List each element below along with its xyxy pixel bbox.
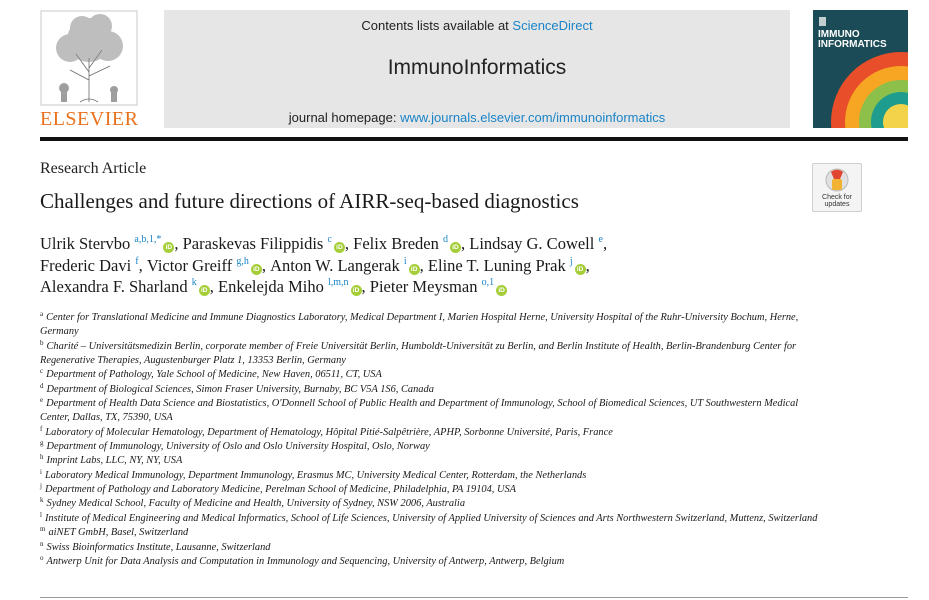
affiliation-item	[40, 397, 820, 426]
affiliation-key: h	[40, 453, 44, 462]
author-name[interactable]: Eline T. Luning Prak	[427, 255, 566, 275]
affiliation-text: Department of Pathology and Laboratory Medicine, Perelman School of Medicine, Philadelphia, PA 19104, USA	[44, 484, 517, 496]
affiliation-key: o	[40, 553, 44, 562]
crossmark-label-line2: updates	[824, 201, 850, 208]
orcid-icon[interactable]: iD	[199, 285, 210, 296]
author-name[interactable]: Enkelejda Miho	[217, 277, 324, 296]
affiliation-key: c	[40, 367, 44, 376]
orcid-icon[interactable]: iD	[575, 264, 586, 275]
affiliation-key: g	[40, 439, 44, 448]
author-affiliation-ref[interactable]: i	[403, 255, 407, 267]
author[interactable]	[469, 234, 607, 253]
affiliation-text: Department of Biological Sciences, Simon Fraser University, Burnaby, BC V5A 1S6, Canada	[46, 383, 434, 395]
author-separator: ,	[209, 277, 218, 296]
author-separator: ,	[419, 255, 428, 275]
author-affiliation-ref[interactable]: k	[191, 277, 197, 288]
affiliation-text: Swiss Bioinformatics Institute, Lausanne, Switzerland	[46, 541, 271, 553]
sciencedirect-link[interactable]: ScienceDirect	[512, 18, 593, 33]
affiliation-key: f	[40, 424, 43, 433]
author-separator: ,	[344, 234, 354, 253]
author-affiliation-ref[interactable]: g,h	[236, 255, 249, 267]
orcid-icon[interactable]: iD	[450, 242, 461, 253]
cover-art-graphic	[813, 10, 908, 128]
contents-prefix: Contents lists available at	[361, 18, 513, 33]
author-name[interactable]: Victor Greiff	[146, 255, 233, 275]
affiliation-item	[40, 555, 820, 569]
author-separator: ,	[585, 255, 590, 275]
affiliation-key: a	[40, 310, 44, 318]
author-affiliation-ref[interactable]: a,b,1,*	[134, 234, 162, 245]
affiliation-item	[40, 541, 820, 555]
author[interactable]	[147, 256, 270, 275]
affiliation-item	[40, 483, 820, 497]
crossmark-icon	[813, 166, 861, 196]
affiliation-text: Sydney Medical School, Faculty of Medicine and Health, University of Sydney, NSW 2006, Australia	[46, 498, 466, 510]
crossmark-label-line1: Check for	[822, 194, 852, 201]
journal-homepage-link[interactable]: www.journals.elsevier.com/immunoinformatics	[400, 110, 666, 125]
author-separator: ,	[174, 234, 183, 253]
affiliation-item	[40, 512, 820, 526]
affiliation-key: n	[40, 539, 44, 548]
affiliation-text: Antwerp Unit for Data Analysis and Computation in Immunology and Sequencing, University of Antwerp, Antwerp, Belgium	[46, 555, 565, 567]
elsevier-tree-logo[interactable]	[40, 10, 138, 128]
journal-name: ImmunoInformatics	[387, 56, 567, 79]
author-affiliation-ref[interactable]: o,1	[481, 277, 495, 288]
affiliation-key: l	[40, 510, 42, 519]
affiliation-text: Center for Translational Medicine and Immune Diagnostics Laboratory, Medical Department I, Marien Hospital Herne, University Hospital of the Ruhr-University Bochum, Herne, Germany	[40, 312, 799, 338]
orcid-icon[interactable]: iD	[334, 242, 345, 253]
affiliation-item	[40, 497, 820, 511]
affiliation-key: d	[40, 381, 44, 390]
author-name[interactable]: Pieter Meysman	[369, 277, 478, 296]
journal-header	[40, 10, 908, 130]
author-name[interactable]: Paraskevas Filippidis	[182, 234, 324, 253]
orcid-icon[interactable]: iD	[251, 264, 262, 275]
affiliation-text: Department of Health Data Science and Biostatistics, O'Donnell School of Public Health and Department of Immunology, School of Biomedical Sciences, UT Southwestern Medical Center, Dallas, TX, 75390, USA	[40, 398, 799, 424]
cover-title-line1: IMMUNO	[818, 29, 860, 40]
affiliation-item	[40, 526, 820, 540]
affiliation-item	[40, 311, 820, 340]
author-separator: ,	[261, 255, 271, 275]
orcid-icon[interactable]: iD	[163, 242, 174, 253]
author-name[interactable]: Alexandra F. Sharland	[40, 277, 188, 296]
journal-cover-thumbnail[interactable]	[813, 10, 908, 128]
author-separator: ,	[602, 234, 608, 253]
author[interactable]	[40, 277, 218, 296]
author-name[interactable]: Felix Breden	[353, 234, 439, 253]
author[interactable]	[428, 256, 590, 275]
author-affiliation-ref[interactable]: l,m,n	[327, 277, 349, 288]
affiliation-item	[40, 383, 820, 397]
homepage-prefix: journal homepage:	[288, 110, 401, 125]
author[interactable]	[270, 256, 428, 275]
section-divider	[40, 597, 908, 598]
affiliation-item	[40, 440, 820, 454]
author-name[interactable]: Lindsay G. Cowell	[469, 234, 595, 253]
affiliation-text: Laboratory of Molecular Hematology, Department of Hematology, Hôpital Pitié-Salpêtrière, APHP, Sorbonne Université, Paris, France	[45, 426, 613, 438]
author-affiliation-ref[interactable]: j	[569, 255, 573, 267]
affiliation-text: Department of Immunology, University of Oslo and Oslo University Hospital, Oslo, Norway	[46, 441, 430, 453]
crossmark-label	[813, 194, 861, 208]
journal-banner	[164, 10, 790, 128]
author-name[interactable]: Frederic Davi	[40, 255, 132, 275]
affiliation-item	[40, 469, 820, 483]
cover-title	[818, 30, 887, 50]
author[interactable]	[40, 234, 183, 253]
author-name[interactable]: Anton W. Langerak	[270, 255, 400, 275]
author[interactable]	[183, 234, 354, 253]
affiliation-key: i	[40, 467, 42, 476]
affiliation-key: j	[40, 482, 42, 491]
affiliation-item	[40, 368, 820, 382]
author[interactable]	[218, 277, 370, 296]
affiliation-item	[40, 426, 820, 440]
affiliation-text: Charité – Universitätsmedizin Berlin, corporate member of Freie Universität Berlin, Humboldt-Universität zu Berlin, and Berlin Institute of Health, Berlin-Brandenburg Center for Regenerative Therapies, Augustenburger Platz 1, 13353 Berlin, Germany	[40, 340, 797, 367]
affiliation-text: Institute of Medical Engineering and Medical Informatics, School of Life Sciences, University of Applied University of Sciences and Arts Northwestern Switzerland, Muttenz, Switzerland	[44, 512, 818, 524]
article-title: Challenges and future directions of AIRR-seq-based diagnostics	[40, 189, 579, 213]
affiliation-text: Imprint Labs, LLC, NY, NY, USA	[46, 455, 183, 467]
author-separator: ,	[460, 234, 470, 253]
contents-line	[164, 18, 790, 33]
author-affiliation-ref[interactable]: d	[442, 234, 448, 245]
author[interactable]	[40, 256, 147, 275]
orcid-icon[interactable]: iD	[409, 264, 420, 275]
orcid-icon[interactable]: iD	[351, 285, 362, 296]
author-separator: ,	[361, 277, 370, 296]
homepage-line	[164, 110, 790, 125]
author-separator: ,	[138, 255, 147, 275]
affiliation-key: k	[40, 496, 44, 505]
orcid-icon[interactable]: iD	[496, 285, 507, 296]
elsevier-wordmark: ELSEVIER	[40, 108, 139, 130]
check-for-updates-button[interactable]	[812, 163, 862, 212]
author[interactable]	[370, 277, 507, 296]
author[interactable]	[353, 234, 469, 253]
author-list	[40, 233, 820, 298]
article-type-label: Research Article	[40, 160, 147, 177]
affiliation-key: e	[40, 396, 44, 405]
affiliation-text: Laboratory Medical Immunology, Department Immunology, Erasmus MC, University Medical Center, Rotterdam, the Netherlands	[44, 469, 587, 481]
elsevier-tree-icon	[40, 10, 138, 106]
author-affiliation-ref[interactable]: c	[327, 234, 332, 245]
affiliation-item	[40, 340, 820, 369]
affiliation-list	[40, 311, 820, 569]
cover-title-line2: INFORMATICS	[818, 39, 887, 50]
author-affiliation-ref[interactable]: f	[135, 255, 139, 267]
author-affiliation-ref[interactable]: e	[598, 234, 603, 245]
affiliation-key: m	[40, 525, 46, 534]
affiliation-item	[40, 454, 820, 468]
affiliation-text: Department of Pathology, Yale School of Medicine, New Haven, 06511, CT, USA	[46, 369, 382, 381]
author-name[interactable]: Ulrik Stervbo	[40, 234, 131, 253]
affiliation-key: b	[40, 338, 44, 347]
affiliation-text: aiNET GmbH, Basel, Switzerland	[48, 527, 189, 539]
header-divider	[40, 137, 908, 141]
